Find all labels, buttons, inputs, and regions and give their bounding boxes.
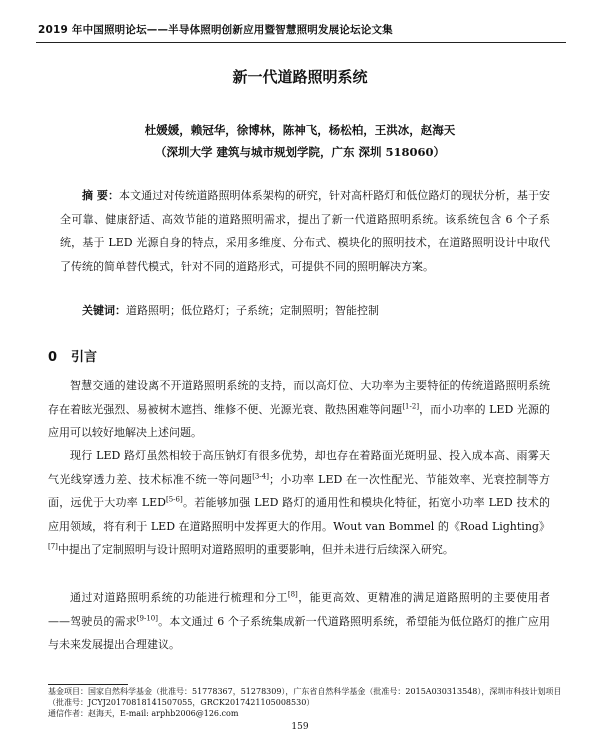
paragraph-text: 现行 LED 路灯虽然相较于高压钠灯有很多优势，却也存在着路面光斑明显、投入成本高、雨雾天气光线穿透力差、技术标准不统一等问题 (48, 449, 550, 486)
citation[interactable]: [9-10] (136, 613, 158, 622)
section-heading (48, 346, 97, 365)
section-number: 0 (48, 350, 58, 365)
keywords-label: 关键词： (82, 304, 126, 317)
paragraph-text: 智慧交通的建设离不开道路照明系统的支持，而以高灯位、大功率为主要特征的传统道路照明系统存在着眩光强烈、易被树木遮挡、维修不便、光源光衰、散热困难等问题 (48, 379, 550, 416)
paragraph-text: 中提出了定制照明与设计照明对道路照明的重要影响，但并未进行后续深入研究。 (57, 543, 454, 556)
citation[interactable]: [3-4] (252, 471, 269, 480)
keywords-text: 道路照明；低位路灯；子系统；定制照明；智能控制 (126, 304, 379, 317)
header-rule (36, 42, 566, 43)
paragraph-text: ，能更高效、更精准的满足道路照明的主要使用者——驾驶员的需求 (48, 591, 551, 628)
citation[interactable]: [7] (48, 542, 58, 551)
paragraph-text: ；小功率 LED 在一次性配光、节能效率、光衰控制等方面，远优于大功率 LED (48, 472, 550, 509)
paragraph-text: 。若能够加强 LED 路灯的通用性和模块化特征，拓宽小功率 LED 技术的应用领域，将有利于 LED 在道路照明中发挥更大的作用。Wout van Bommel 的《Road Lighting》 (48, 496, 551, 533)
paragraph-text: 通过对道路照明系统的功能进行梳理和分工 (70, 591, 288, 604)
paragraph-text: 。本文通过 6 个子系统集成新一代道路照明系统，希望能为低位路灯的推广应用与未来发展提出合理建议。 (48, 614, 550, 651)
footnote-rule (48, 684, 128, 685)
body-paragraph (48, 586, 550, 657)
section-title: 引言 (71, 350, 98, 365)
body-paragraph (48, 374, 550, 445)
paper-title: 新一代道路照明系统 (232, 68, 368, 86)
citation[interactable]: [1-2] (402, 401, 420, 410)
citation[interactable]: [5-6] (165, 495, 183, 504)
paragraph-text: ，而小功率的 LED 光源的应用可以较好地解决上述问题。 (48, 402, 550, 439)
running-header: 2019 年中国照明论坛——半导体照明创新应用暨智慧照明发展论坛论文集 (38, 24, 393, 36)
author-list: 杜媛媛，赖冠华，徐博林，陈神飞，杨松柏，王洪冰，赵海天 (144, 123, 456, 137)
citation[interactable]: [8] (287, 590, 298, 599)
footnote-funding: 基金项目：国家自然科学基金（批准号：51778367，51278309），广东省自然科学基金（批准号：2015A030313548），深圳市科技计划项目（批准号：JCYJ20170818141507055，GRCK2017421105008530） (48, 687, 562, 707)
footnote (48, 686, 568, 719)
keywords (82, 302, 552, 318)
footnote-contact: 通信作者：赵海天，E-mail: arphb2006@126.com (48, 709, 239, 718)
abstract (60, 184, 550, 278)
body-paragraph (48, 444, 550, 562)
page-number: 159 (291, 722, 309, 732)
abstract-text: 本文通过对传统道路照明体系架构的研究，针对高杆路灯和低位路灯的现状分析，基于安全可靠、健康舒适、高效节能的道路照明需求，提出了新一代道路照明系统。该系统包含 6 个子系统，基于 LED 光源自身的特点，采用多维度、分布式、模块化的照明技术，在道路照明设计中取代了传统的简单替代模式，针对不同的道路形式，可提供不同的照明解决方案。 (60, 189, 550, 273)
abstract-label: 摘 要： (82, 189, 120, 202)
affiliation: （深圳大学 建筑与城市规划学院，广东 深圳 518060） (154, 145, 446, 159)
